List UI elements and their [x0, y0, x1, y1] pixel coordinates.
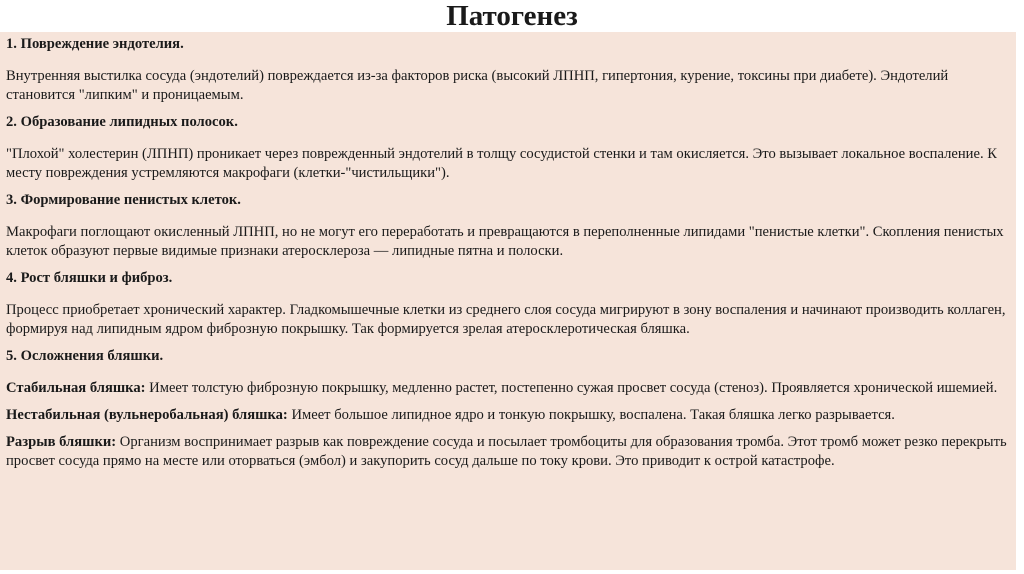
complication-rupture [6, 433, 1008, 471]
section-heading-3: 3. Формирование пенистых клеток. [6, 192, 241, 208]
section-heading-1: 1. Повреждение эндотелия. [6, 36, 184, 52]
complication-unstable [6, 406, 1008, 425]
complication-stable-label: Стабильная бляшка: [6, 380, 146, 396]
section-text-2: "Плохой" холестерин (ЛПНП) проникает через поврежденный эндотелий в толщу сосудистой стенки и там окисляется. Это вызывает локальное воспаление. К месту повреждения устремляются макрофаги (клетки-"чистильщики"). [6, 146, 997, 181]
complication-unstable-text: Имеет большое липидное ядро и тонкую покрышку, воспалена. Такая бляшка легко разрывается. [287, 407, 895, 423]
section-text-1: Внутренняя выстилка сосуда (эндотелий) повреждается из-за факторов риска (высокий ЛПНП, гипертония, курение, токсины при диабете). Эндотелий становится "липким" и проницаемым. [6, 68, 949, 103]
page-title: Патогенез [446, 0, 578, 32]
complication-unstable-label: Нестабильная (вульнеробальная) бляшка: [6, 407, 288, 423]
section-heading-4: 4. Рост бляшки и фиброз. [6, 270, 173, 286]
section-text-3: Макрофаги поглощают окисленный ЛПНП, но не могут его переработать и превращаются в переполненные липидами "пенистые клетки". Скопления пенистых клеток образуют первые видимые признаки атеросклероза — липидные пятна и полоски. [6, 224, 1004, 259]
section-heading-2: 2. Образование липидных полосок. [6, 114, 238, 130]
complication-stable [6, 379, 1008, 398]
complication-rupture-label: Разрыв бляшки: [6, 434, 117, 450]
complication-rupture-text: Организм воспринимает разрыв как повреждение сосуда и посылает тромбоциты для образования тромба. Этот тромб может резко перекрыть просвет сосуда прямо на месте или оторваться (эмбол) и закупорить сосуд дальше по току крови. Это приводит к острой катастрофе. [6, 434, 1007, 469]
section-heading-5: 5. Осложнения бляшки. [6, 348, 164, 364]
complication-stable-text: Имеет толстую фиброзную покрышку, медленно растет, постепенно сужая просвет сосуда (стеноз). Проявляется хронической ишемией. [145, 380, 998, 396]
section-text-4: Процесс приобретает хронический характер. Гладкомышечные клетки из среднего слоя сосуда мигрируют в зону воспаления и начинают производить коллаген, формируя над липидным ядром фиброзную покрышку. Так формируется зрелая атеросклеротическая бляшка. [6, 302, 1006, 337]
content-panel [0, 32, 1020, 570]
